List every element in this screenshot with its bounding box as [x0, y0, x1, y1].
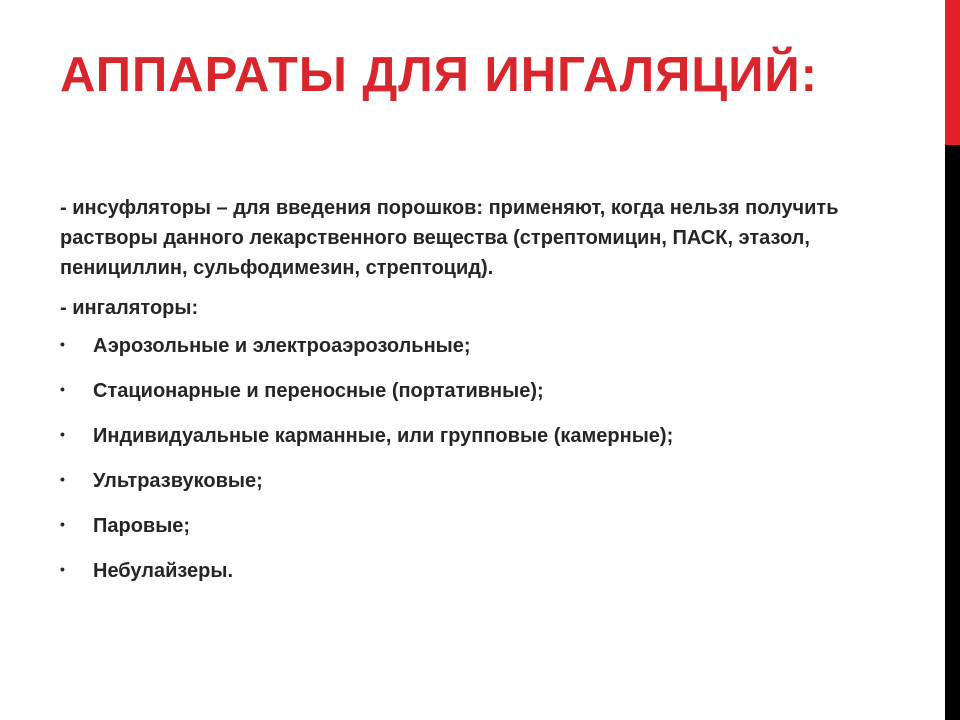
bullet-icon: • — [60, 426, 65, 442]
bullet-icon: • — [60, 471, 65, 487]
bullet-icon: • — [60, 336, 65, 352]
list-item-text: Паровые; — [93, 515, 191, 537]
list-item — [60, 331, 920, 361]
accent-bar-red — [945, 0, 960, 145]
slide-body — [60, 193, 920, 601]
list-item — [60, 511, 920, 541]
accent-bar-black — [945, 145, 960, 720]
list-item-text: Ультразвуковые; — [93, 470, 263, 492]
list-item-text: Небулайзеры. — [93, 560, 234, 582]
bullet-icon: • — [60, 561, 65, 577]
list-item-text: Стационарные и переносные (портативные); — [93, 380, 544, 402]
slide-title: АППАРАТЫ ДЛЯ ИНГАЛЯЦИЙ: — [60, 48, 818, 102]
inhaler-types-list — [60, 331, 920, 586]
list-item-text: Индивидуальные карманные, или групповые (камерные); — [93, 425, 674, 447]
list-item — [60, 466, 920, 496]
bullet-icon: • — [60, 516, 65, 532]
list-item — [60, 556, 920, 586]
bullet-icon: • — [60, 381, 65, 397]
list-item — [60, 421, 920, 451]
insufflators-paragraph: - инсуфляторы – для введения порошков: применяют, когда нельзя получить растворы данного лекарственного вещества (стрептомицин, ПАСК, этазол, пенициллин, сульфодимезин, стрептоцид). — [60, 197, 839, 279]
list-item-text: Аэрозольные и электроаэрозольные; — [93, 335, 471, 357]
list-item — [60, 376, 920, 406]
inhalers-heading: - ингаляторы: — [60, 297, 199, 319]
